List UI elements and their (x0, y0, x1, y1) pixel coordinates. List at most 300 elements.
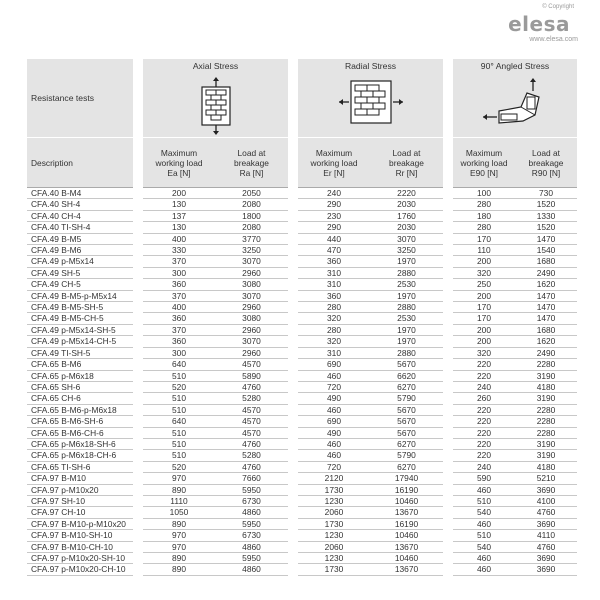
radial-breakage-cell: 3250 (370, 245, 443, 256)
table-row (27, 279, 577, 290)
axial-max-load-cell: 330 (143, 245, 215, 256)
angled-breakage-header: Load at breakage R90 [N] (515, 137, 577, 188)
angled-breakage-cell: 2490 (515, 268, 577, 279)
table-row (27, 211, 577, 222)
column-gap (133, 382, 143, 393)
radial-breakage-cell: 13670 (370, 507, 443, 518)
angled-breakage-cell: 1680 (515, 256, 577, 267)
column-gap (288, 530, 298, 541)
table-row (27, 462, 577, 473)
description-cell: CFA.65 TI-SH-6 (27, 462, 133, 473)
angled-breakage-cell: 3690 (515, 485, 577, 496)
description-cell: CFA.97 B-M10 (27, 473, 133, 484)
axial-breakage-cell: 7660 (215, 473, 288, 484)
radial-max-load-cell: 2120 (298, 473, 370, 484)
description-cell: CFA.65 p-M6x18-CH-6 (27, 450, 133, 461)
column-gap (443, 211, 453, 222)
column-gap (133, 256, 143, 267)
radial-breakage-cell: 5790 (370, 393, 443, 404)
angled-breakage-cell: 2280 (515, 416, 577, 427)
angled-max-load-cell: 200 (453, 291, 515, 302)
column-gap (288, 291, 298, 302)
axial-breakage-cell: 2960 (215, 268, 288, 279)
column-gap (443, 336, 453, 347)
column-gap (288, 564, 298, 575)
column-gap (288, 393, 298, 404)
axial-max-load-cell: 370 (143, 291, 215, 302)
copyright-text: © Copyright (542, 4, 574, 10)
axial-breakage-cell: 4860 (215, 542, 288, 553)
angled-max-load-cell: 110 (453, 245, 515, 256)
angled-breakage-cell: 3690 (515, 553, 577, 564)
axial-breakage-cell: 4760 (215, 439, 288, 450)
table-row (27, 222, 577, 233)
column-gap (288, 325, 298, 336)
angled-breakage-cell: 1470 (515, 291, 577, 302)
description-cell: CFA.49 p-M5x14 (27, 256, 133, 267)
column-gap (133, 405, 143, 416)
angled-breakage-cell: 4180 (515, 382, 577, 393)
radial-stress-title: Radial Stress (344, 61, 397, 71)
column-gap (133, 211, 143, 222)
description-cell: CFA.49 p-M5x14-CH-5 (27, 336, 133, 347)
description-cell: CFA.40 SH-4 (27, 199, 133, 210)
angled-stress-title: 90° Angled Stress (480, 61, 550, 71)
column-gap (288, 245, 298, 256)
column-gap (443, 530, 453, 541)
angled-max-load-cell: 220 (453, 439, 515, 450)
radial-max-load-cell: 460 (298, 371, 370, 382)
description-cell: CFA.97 p-M10x20-CH-10 (27, 564, 133, 575)
axial-max-load-cell: 360 (143, 336, 215, 347)
radial-breakage-cell: 10460 (370, 553, 443, 564)
axial-breakage-cell: 4760 (215, 462, 288, 473)
table-row (27, 199, 577, 210)
radial-max-load-cell: 460 (298, 450, 370, 461)
axial-stress-header (143, 59, 288, 137)
angled-breakage-cell: 3690 (515, 564, 577, 575)
table-row (27, 530, 577, 541)
axial-breakage-cell: 4760 (215, 382, 288, 393)
angled-max-load-cell: 220 (453, 405, 515, 416)
angled-max-load-cell: 240 (453, 462, 515, 473)
axial-breakage-cell: 2080 (215, 222, 288, 233)
angled-breakage-cell: 2280 (515, 428, 577, 439)
axial-max-load-cell: 510 (143, 405, 215, 416)
description-cell: CFA.49 TI-SH-5 (27, 348, 133, 359)
column-gap (133, 279, 143, 290)
radial-max-load-cell: 280 (298, 302, 370, 313)
angled-max-load-cell: 100 (453, 188, 515, 199)
angled-max-load-cell: 170 (453, 302, 515, 313)
axial-max-load-cell: 400 (143, 302, 215, 313)
axial-stress-title: Axial Stress (192, 61, 239, 71)
description-cell: CFA.49 B-M5-p-M5x14 (27, 291, 133, 302)
column-gap (443, 542, 453, 553)
column-gap (443, 519, 453, 530)
column-gap (288, 405, 298, 416)
axial-max-load-cell: 520 (143, 382, 215, 393)
table-row (27, 485, 577, 496)
column-gap (288, 428, 298, 439)
angled-max-load-cell: 540 (453, 507, 515, 518)
column-gap (288, 485, 298, 496)
column-gap (133, 439, 143, 450)
radial-max-load-cell: 290 (298, 222, 370, 233)
angled-breakage-cell: 4760 (515, 542, 577, 553)
axial-max-load-cell: 970 (143, 530, 215, 541)
column-gap (288, 496, 298, 507)
radial-max-load-cell: 460 (298, 439, 370, 450)
axial-breakage-cell: 6730 (215, 530, 288, 541)
axial-max-load-cell: 1110 (143, 496, 215, 507)
column-gap (133, 519, 143, 530)
angled-breakage-cell: 730 (515, 188, 577, 199)
column-gap (133, 199, 143, 210)
axial-max-load-cell: 130 (143, 199, 215, 210)
axial-breakage-cell: 1800 (215, 211, 288, 222)
table-row (27, 450, 577, 461)
column-gap (288, 348, 298, 359)
axial-max-load-cell: 640 (143, 359, 215, 370)
table-row (27, 325, 577, 336)
column-gap (443, 188, 453, 199)
column-gap (288, 234, 298, 245)
angled-breakage-cell: 3190 (515, 439, 577, 450)
column-gap (443, 393, 453, 404)
column-gap (288, 222, 298, 233)
table-row (27, 382, 577, 393)
radial-max-load-cell: 230 (298, 211, 370, 222)
angled-max-load-cell: 250 (453, 279, 515, 290)
column-gap (288, 199, 298, 210)
axial-max-load-cell: 510 (143, 393, 215, 404)
column-gap (288, 188, 298, 199)
description-cell: CFA.65 B-M6-p-M6x18 (27, 405, 133, 416)
radial-breakage-cell: 2880 (370, 268, 443, 279)
column-gap (133, 542, 143, 553)
angled-breakage-cell: 1620 (515, 336, 577, 347)
column-gap (133, 462, 143, 473)
table-row (27, 234, 577, 245)
column-gap (133, 325, 143, 336)
axial-breakage-cell: 4570 (215, 359, 288, 370)
radial-max-load-cell: 310 (298, 348, 370, 359)
angled-breakage-cell: 1520 (515, 199, 577, 210)
radial-max-load-cell: 1230 (298, 553, 370, 564)
column-gap (443, 359, 453, 370)
axial-max-load-cell: 360 (143, 313, 215, 324)
radial-breakage-cell: 10460 (370, 496, 443, 507)
column-gap (288, 462, 298, 473)
axial-max-load-cell: 510 (143, 439, 215, 450)
column-gap (288, 553, 298, 564)
radial-max-load-cell: 470 (298, 245, 370, 256)
column-gap (133, 268, 143, 279)
column-gap (133, 371, 143, 382)
column-gap (288, 256, 298, 267)
radial-max-load-cell: 440 (298, 234, 370, 245)
axial-breakage-cell: 2960 (215, 302, 288, 313)
description-cell: CFA.49 B-M6 (27, 245, 133, 256)
radial-max-load-cell: 280 (298, 325, 370, 336)
radial-breakage-cell: 6620 (370, 371, 443, 382)
column-gap (443, 450, 453, 461)
axial-breakage-header: Load at breakage Ra [N] (215, 137, 288, 188)
radial-max-load-cell: 1730 (298, 519, 370, 530)
axial-max-load-cell: 970 (143, 542, 215, 553)
radial-max-load-cell: 1230 (298, 496, 370, 507)
radial-breakage-cell: 6270 (370, 462, 443, 473)
column-gap (133, 359, 143, 370)
angled-max-load-cell: 590 (453, 473, 515, 484)
angled-breakage-cell: 4110 (515, 530, 577, 541)
angled-max-load-cell: 510 (453, 496, 515, 507)
column-gap (443, 371, 453, 382)
description-cell: CFA.40 TI-SH-4 (27, 222, 133, 233)
column-gap (443, 348, 453, 359)
angled-max-load-cell: 280 (453, 199, 515, 210)
column-gap (443, 199, 453, 210)
radial-max-load-cell: 320 (298, 336, 370, 347)
radial-breakage-cell: 5670 (370, 405, 443, 416)
axial-breakage-cell: 5280 (215, 393, 288, 404)
angled-breakage-cell: 2280 (515, 405, 577, 416)
angled-stress-header (453, 59, 577, 137)
angled-breakage-cell: 3190 (515, 371, 577, 382)
radial-breakage-cell: 3070 (370, 234, 443, 245)
radial-max-load-cell: 310 (298, 268, 370, 279)
column-gap (443, 496, 453, 507)
description-cell: CFA.49 p-M5x14-SH-5 (27, 325, 133, 336)
radial-stress-header (298, 59, 443, 137)
radial-max-load-header: Maximum working load Er [N] (298, 137, 370, 188)
radial-max-load-cell: 240 (298, 188, 370, 199)
axial-max-load-cell: 370 (143, 325, 215, 336)
axial-max-load-cell: 300 (143, 348, 215, 359)
table-row (27, 371, 577, 382)
axial-breakage-cell: 5950 (215, 553, 288, 564)
angled-breakage-cell: 1520 (515, 222, 577, 233)
table-row (27, 428, 577, 439)
axial-max-load-cell: 370 (143, 256, 215, 267)
axial-max-load-cell: 510 (143, 371, 215, 382)
column-gap (443, 256, 453, 267)
radial-breakage-cell: 5670 (370, 359, 443, 370)
angled-breakage-cell: 3690 (515, 519, 577, 530)
description-cell: CFA.97 B-M10-p-M10x20 (27, 519, 133, 530)
column-gap (443, 553, 453, 564)
angled-max-load-cell: 240 (453, 382, 515, 393)
column-gap (288, 450, 298, 461)
angled-breakage-cell: 1680 (515, 325, 577, 336)
column-gap (288, 211, 298, 222)
column-gap (133, 336, 143, 347)
radial-max-load-cell: 490 (298, 393, 370, 404)
column-gap (443, 245, 453, 256)
column-gap (288, 382, 298, 393)
angled-max-load-cell: 180 (453, 211, 515, 222)
column-gap (133, 485, 143, 496)
column-gap (443, 279, 453, 290)
radial-max-load-cell: 320 (298, 313, 370, 324)
radial-max-load-cell: 720 (298, 382, 370, 393)
radial-max-load-cell: 690 (298, 359, 370, 370)
angled-max-load-cell: 170 (453, 234, 515, 245)
radial-max-load-cell: 310 (298, 279, 370, 290)
column-gap (443, 325, 453, 336)
radial-stress-icon (339, 77, 403, 127)
table-row (27, 188, 577, 199)
column-gap (133, 188, 143, 199)
column-gap (133, 450, 143, 461)
axial-max-load-cell: 640 (143, 416, 215, 427)
radial-max-load-cell: 1730 (298, 485, 370, 496)
radial-breakage-cell: 5790 (370, 450, 443, 461)
description-cell: CFA.65 B-M6-CH-6 (27, 428, 133, 439)
table-row (27, 336, 577, 347)
angled-max-load-cell: 510 (453, 530, 515, 541)
axial-breakage-cell: 4570 (215, 416, 288, 427)
angled-max-load-cell: 220 (453, 371, 515, 382)
column-gap (288, 268, 298, 279)
description-cell: CFA.49 SH-5 (27, 268, 133, 279)
description-cell: CFA.65 p-M6x18-SH-6 (27, 439, 133, 450)
axial-breakage-cell: 4860 (215, 564, 288, 575)
axial-breakage-cell: 4570 (215, 405, 288, 416)
angled-max-load-cell: 460 (453, 485, 515, 496)
axial-max-load-cell: 890 (143, 553, 215, 564)
radial-breakage-cell: 2530 (370, 313, 443, 324)
angled-max-load-cell: 220 (453, 359, 515, 370)
radial-breakage-cell: 13670 (370, 564, 443, 575)
radial-breakage-cell: 17940 (370, 473, 443, 484)
axial-breakage-cell: 5950 (215, 485, 288, 496)
angled-breakage-cell: 2490 (515, 348, 577, 359)
column-gap (133, 530, 143, 541)
description-cell: CFA.65 SH-6 (27, 382, 133, 393)
radial-max-load-cell: 1230 (298, 530, 370, 541)
angled-max-load-cell: 460 (453, 519, 515, 530)
column-gap (443, 268, 453, 279)
table-row (27, 256, 577, 267)
table-row (27, 496, 577, 507)
radial-breakage-cell: 2880 (370, 348, 443, 359)
radial-breakage-cell: 1970 (370, 336, 443, 347)
radial-breakage-cell: 5670 (370, 428, 443, 439)
angled-max-load-cell: 460 (453, 553, 515, 564)
column-gap (443, 428, 453, 439)
radial-breakage-cell: 1760 (370, 211, 443, 222)
axial-max-load-cell: 137 (143, 211, 215, 222)
axial-breakage-cell: 3080 (215, 279, 288, 290)
table-row (27, 564, 577, 575)
radial-max-load-cell: 460 (298, 405, 370, 416)
angled-breakage-cell: 1470 (515, 313, 577, 324)
angled-max-load-cell: 540 (453, 542, 515, 553)
column-gap (288, 279, 298, 290)
angled-breakage-cell: 2280 (515, 359, 577, 370)
radial-max-load-cell: 290 (298, 199, 370, 210)
angled-breakage-cell: 4100 (515, 496, 577, 507)
radial-breakage-cell: 13670 (370, 542, 443, 553)
radial-breakage-cell: 2030 (370, 222, 443, 233)
angled-max-load-header: Maximum working load E90 [N] (453, 137, 515, 188)
angled-max-load-cell: 170 (453, 313, 515, 324)
column-gap (443, 507, 453, 518)
axial-max-load-header: Maximum working load Ea [N] (143, 137, 215, 188)
radial-breakage-cell: 1970 (370, 256, 443, 267)
radial-max-load-cell: 690 (298, 416, 370, 427)
table-row (27, 542, 577, 553)
column-gap (133, 234, 143, 245)
radial-max-load-cell: 2060 (298, 507, 370, 518)
column-gap (133, 507, 143, 518)
column-gap (443, 439, 453, 450)
angled-max-load-cell: 260 (453, 393, 515, 404)
resistance-table (27, 59, 577, 576)
axial-stress-icon (196, 77, 236, 135)
radial-breakage-header: Load at breakage Rr [N] (370, 137, 443, 188)
table-row (27, 473, 577, 484)
radial-max-load-cell: 360 (298, 291, 370, 302)
axial-max-load-cell: 970 (143, 473, 215, 484)
table-row (27, 519, 577, 530)
axial-breakage-cell: 5950 (215, 519, 288, 530)
axial-max-load-cell: 890 (143, 485, 215, 496)
axial-breakage-cell: 2960 (215, 348, 288, 359)
radial-breakage-cell: 2030 (370, 199, 443, 210)
column-gap (133, 291, 143, 302)
radial-breakage-cell: 1970 (370, 291, 443, 302)
column-gap (443, 302, 453, 313)
angled-max-load-cell: 220 (453, 428, 515, 439)
column-gap (443, 473, 453, 484)
angled-breakage-cell: 4180 (515, 462, 577, 473)
column-gap (443, 291, 453, 302)
axial-breakage-cell: 2960 (215, 325, 288, 336)
description-cell: CFA.65 CH-6 (27, 393, 133, 404)
column-gap (133, 302, 143, 313)
description-cell: CFA.65 B-M6-SH-6 (27, 416, 133, 427)
angled-breakage-cell: 1620 (515, 279, 577, 290)
column-gap (288, 439, 298, 450)
radial-max-load-cell: 360 (298, 256, 370, 267)
axial-breakage-cell: 3070 (215, 256, 288, 267)
column-gap (443, 462, 453, 473)
angled-max-load-cell: 200 (453, 325, 515, 336)
angled-breakage-cell: 1470 (515, 234, 577, 245)
column-gap (288, 359, 298, 370)
axial-max-load-cell: 130 (143, 222, 215, 233)
angled-max-load-cell: 200 (453, 336, 515, 347)
axial-max-load-cell: 360 (143, 279, 215, 290)
angled-breakage-cell: 1540 (515, 245, 577, 256)
column-gap (133, 496, 143, 507)
axial-breakage-cell: 3770 (215, 234, 288, 245)
angled-max-load-cell: 460 (453, 564, 515, 575)
column-gap (133, 416, 143, 427)
axial-max-load-cell: 890 (143, 564, 215, 575)
axial-breakage-cell: 4860 (215, 507, 288, 518)
column-gap (288, 416, 298, 427)
axial-max-load-cell: 400 (143, 234, 215, 245)
description-cell: CFA.97 SH-10 (27, 496, 133, 507)
description-cell: CFA.40 B-M4 (27, 188, 133, 199)
table-row (27, 507, 577, 518)
description-cell: CFA.97 B-M10-SH-10 (27, 530, 133, 541)
radial-max-load-cell: 1730 (298, 564, 370, 575)
